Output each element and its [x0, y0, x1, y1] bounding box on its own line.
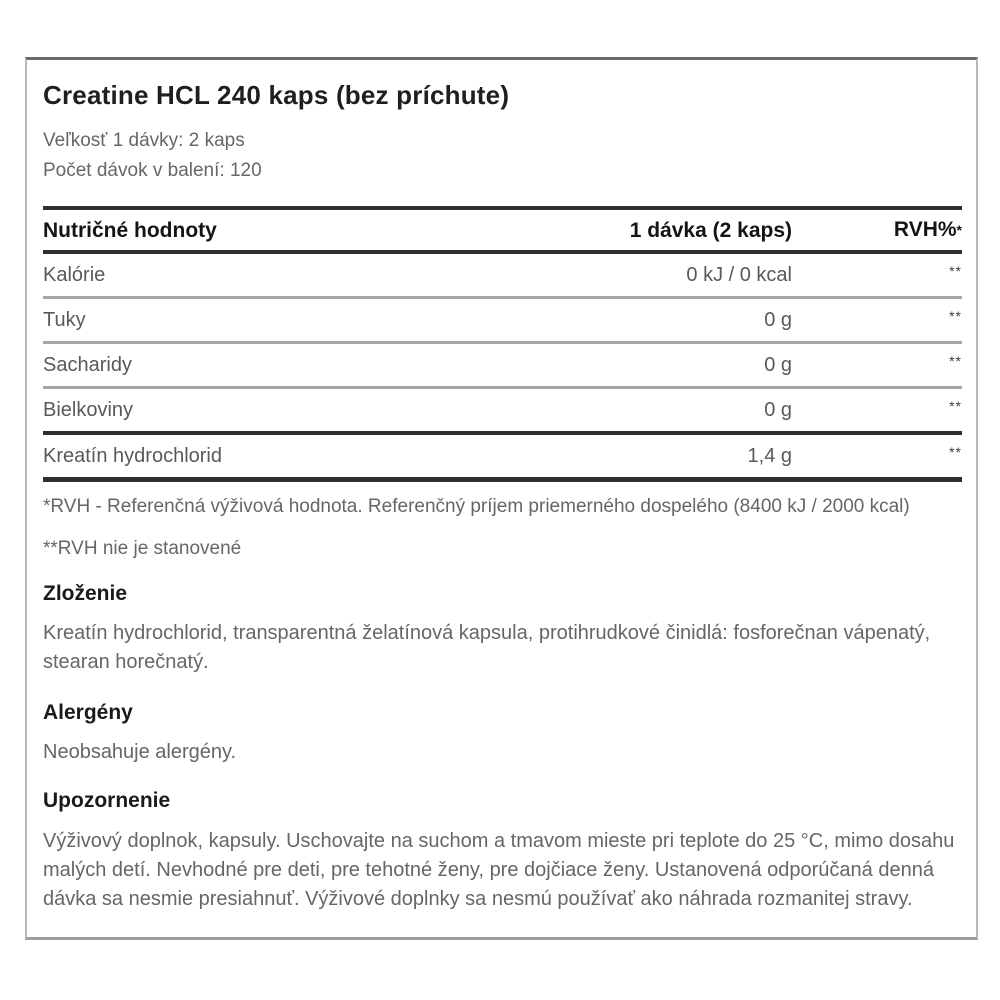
warning-heading: Upozornenie — [43, 789, 171, 812]
table-row-carbs — [43, 343, 962, 388]
column-header-nutrients: Nutričné hodnoty — [43, 208, 452, 252]
column-header-per-serving: 1 dávka (2 kaps) — [452, 208, 792, 252]
serving-size-text: Veľkosť 1 dávky: 2 kaps — [43, 130, 245, 151]
rvh-footnote-mark: ** — [949, 263, 962, 279]
nutrition-table — [43, 206, 962, 482]
nutrient-value: 0 g — [452, 388, 792, 434]
allergens-heading: Alergény — [43, 701, 133, 724]
rvh-footnote-mark: ** — [949, 444, 962, 460]
nutrient-name: Kreatín hydrochlorid — [43, 433, 452, 480]
nutrient-name: Kalórie — [43, 264, 106, 286]
nutrient-value: 0 g — [452, 343, 792, 388]
nutrient-rvh — [792, 388, 962, 434]
rvh-footnote-mark: ** — [949, 398, 962, 414]
nutrient-rvh — [792, 343, 962, 388]
rvh-header-footnote-mark: * — [956, 222, 962, 238]
ingredients-heading: Zloženie — [43, 582, 128, 605]
ingredients-text: Kreatín hydrochlorid, transparentná želatínová kapsula, protihrudkové činidlá: fosforečnan vápenatý, stearan horečnatý. — [43, 622, 931, 673]
warning-text: Výživový doplnok, kapsuly. Uschovajte na suchom a tmavom mieste pri teplote do 25 °C, mimo dosahu malých detí. Nevhodné pre deti, pre tehotné ženy, pre dojčiace ženy. Ustanovená odporúčaná denná dávka sa nesmie presiahnuť. Výživové doplnky sa nesmú používať ako náhrada rozmanitej stravy. — [43, 830, 955, 910]
nutrient-name: Sacharidy — [43, 343, 452, 388]
product-title: Creatine HCL 240 kaps (bez príchute) — [43, 80, 510, 110]
rvh-header-label: RVH% — [893, 218, 957, 241]
nutrient-value: 1,4 g — [452, 433, 792, 480]
table-row-fat — [43, 298, 962, 343]
servings-per-pack-text: Počet dávok v balení: 120 — [43, 160, 262, 181]
nutrient-name: Tuky — [43, 298, 452, 343]
table-row-protein — [43, 388, 962, 434]
nutrition-table-header-row — [43, 208, 962, 252]
footnote-rvh-definition: *RVH - Referenčná výživová hodnota. Referenčný príjem priemerného dospelého (8400 kJ / 2000 kcal) — [43, 496, 910, 517]
nutrient-value: 0 kJ / 0 kcal — [686, 264, 792, 286]
nutrient-rvh — [792, 252, 962, 298]
allergens-text: Neobsahuje alergény. — [43, 741, 237, 763]
footnote-rvh-not-set: **RVH nie je stanovené — [43, 538, 242, 559]
nutrient-value: 0 g — [452, 298, 792, 343]
nutrient-name: Bielkoviny — [43, 388, 452, 434]
table-row-creatine-hcl — [43, 433, 962, 480]
nutrient-rvh — [792, 298, 962, 343]
rvh-footnote-mark: ** — [949, 308, 962, 324]
rvh-footnote-mark: ** — [949, 353, 962, 369]
nutrition-label-panel — [25, 57, 978, 940]
nutrient-rvh — [792, 433, 962, 480]
table-row-calories — [43, 252, 962, 298]
column-header-rvh — [792, 208, 962, 252]
